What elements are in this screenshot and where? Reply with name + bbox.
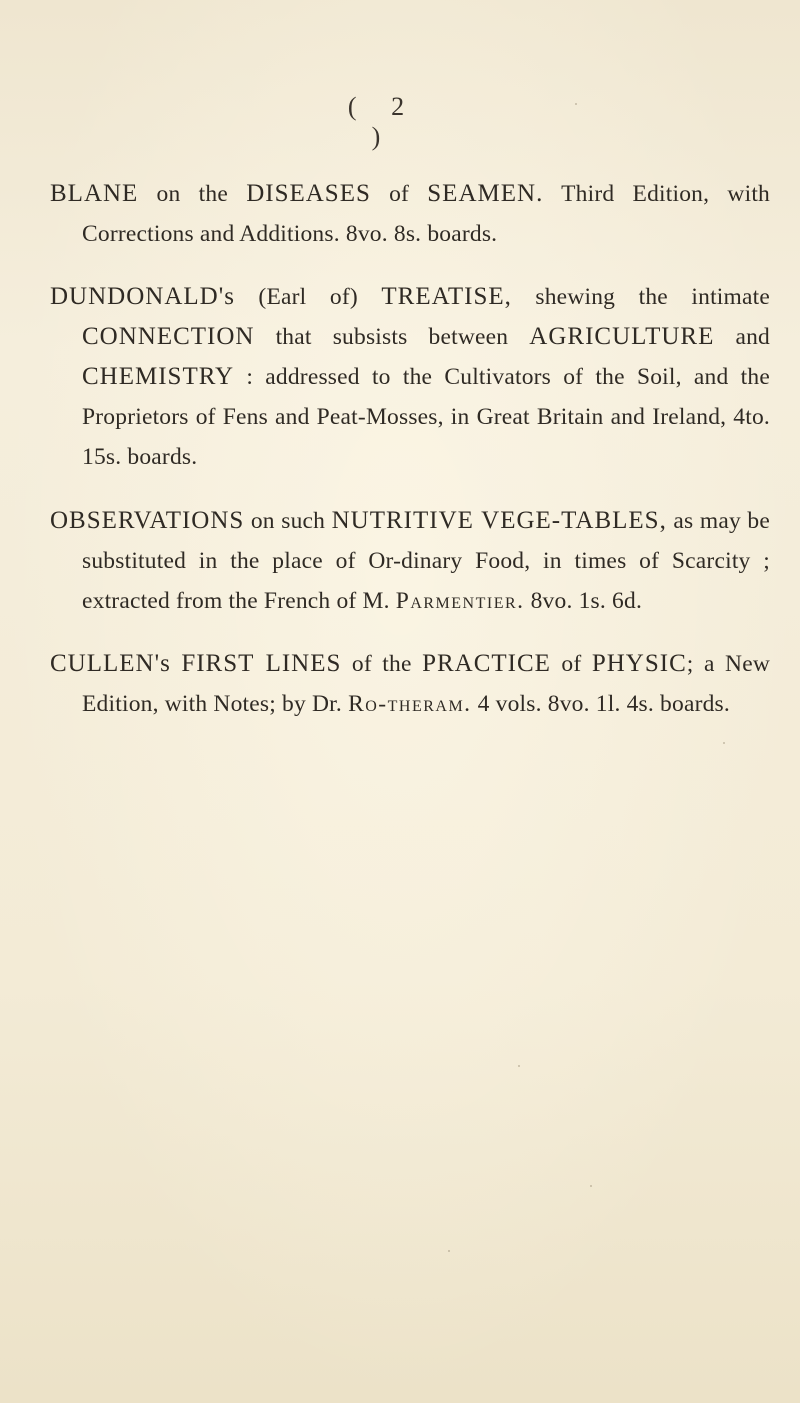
entry-author: BLANE <box>50 179 139 207</box>
catalogue-entry: CULLEN's FIRST LINES of the PRACTICE of PHYSIC; a New Edition, with Notes; by Dr. Ro-theram. 4 vols. 8vo. 1l. 4s. boards. <box>50 650 771 717</box>
catalogue-entry: BLANE on the DISEASES of SEAMEN. Third Edition, with Corrections and Additions. 8vo. 8s. boards. <box>50 179 770 247</box>
catalogue-entries <box>50 150 770 744</box>
paper-speck <box>518 1065 520 1067</box>
entry-title: NUTRITIVE VEGE-TABLES, <box>331 506 667 534</box>
entry-details: Third Edition, with Corrections and Additions. 8vo. 8s. boards. <box>82 180 770 247</box>
page-number: ( 2 ) <box>347 92 419 151</box>
paper-speck <box>723 742 725 744</box>
entry-details: ; a New Edition, with Notes; by Dr. <box>82 651 771 717</box>
entry-details: as may be substituted in the place of Or-dinary Food, in times of Scarcity ; extracted from the French of M. <box>82 507 770 614</box>
entry-author: DUNDONALD's <box>50 283 235 310</box>
paper-speck <box>590 1185 592 1187</box>
entry-title: TREATISE, <box>381 283 512 310</box>
entry-author: OBSERVATIONS <box>50 506 245 534</box>
entry-title: DISEASES <box>246 179 371 207</box>
catalogue-entry: DUNDONALD's (Earl of) TREATISE, shewing the intimate CONNECTION that subsists between AGRICULTURE and CHEMISTRY : addressed to the Cultivators of the Soil, and the Proprietors of Fens and Peat-Mosses, in Great Britain and Ireland, 4to. 15s. boards. <box>50 283 770 470</box>
entry-title: FIRST LINES <box>181 650 342 677</box>
catalogue-entry: OBSERVATIONS on such NUTRITIVE VEGE-TABLES, as may be substituted in the place of Or-dinary Food, in times of Scarcity ; extracted from the French of M. Parmentier. 8vo. 1s. 6d. <box>50 506 770 614</box>
entry-editor: Ro-theram. <box>348 691 472 717</box>
paper-speck <box>575 103 577 105</box>
entry-translator: Parmentier. <box>395 587 525 614</box>
entry-details: : addressed to the Cultivators of the Soil, and the Proprietors of Fens and Peat-Mosses, in Great Britain and Ireland, 4to. 15s. boards. <box>82 364 770 470</box>
paper-speck <box>448 1250 450 1252</box>
entry-author: CULLEN's <box>50 650 171 677</box>
